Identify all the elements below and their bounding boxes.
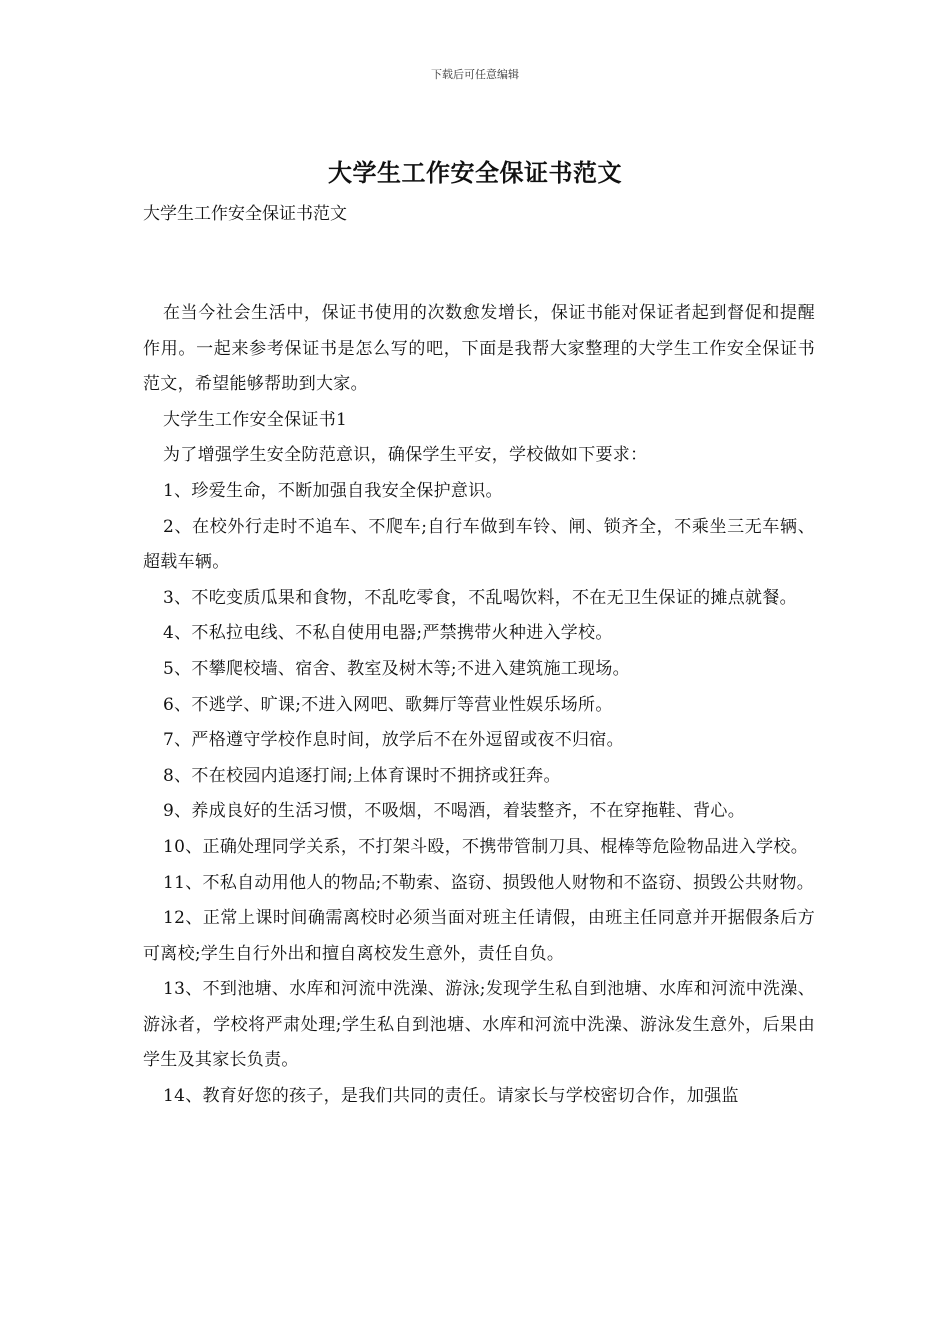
document-body	[143, 296, 815, 1115]
list-item: 8、不在校园内追逐打闹;上体育课时不拥挤或狂奔。	[163, 765, 561, 786]
list-item: 9、养成良好的生活习惯，不吸烟，不喝酒，着装整齐，不在穿拖鞋、背心。	[163, 801, 746, 822]
list-item: 13、不到池塘、水库和河流中洗澡、游泳;发现学生私自到池塘、水库和河流中洗澡、游泳者，学校将严肃处理;学生私自到池塘、水库和河流中洗澡、游泳发生意外，后果由学生及其家长负责。	[143, 979, 815, 1071]
list-item: 5、不攀爬校墙、宿舍、教室及树木等;不进入建筑施工现场。	[163, 658, 630, 679]
header-note: 下载后可任意编辑	[431, 68, 519, 81]
list-item: 10、正确处理同学关系，不打架斗殴，不携带管制刀具、棍棒等危险物品进入学校。	[163, 836, 809, 857]
list-item: 2、在校外行走时不追车、不爬车;自行车做到车铃、闸、锁齐全，不乘坐三无车辆、超载车辆。	[143, 516, 815, 573]
document-subtitle: 大学生工作安全保证书范文	[143, 204, 347, 224]
list-item: 14、教育好您的孩子，是我们共同的责任。请家长与学校密切合作，加强监	[163, 1086, 739, 1107]
list-item: 12、正常上课时间确需离校时必须当面对班主任请假，由班主任同意并开据假条后方可离校;学生自行外出和擅自离校发生意外，责任自负。	[143, 908, 815, 964]
list-item: 7、严格遵守学校作息时间，放学后不在外逗留或夜不归宿。	[163, 730, 624, 751]
requirements-intro: 为了增强学生安全防范意识，确保学生平安，学校做如下要求：	[163, 445, 648, 466]
list-item: 3、不吃变质瓜果和食物，不乱吃零食，不乱喝饮料，不在无卫生保证的摊点就餐。	[163, 587, 797, 608]
section-heading: 大学生工作安全保证书1	[163, 409, 348, 430]
list-item: 4、不私拉电线、不私自使用电器;严禁携带火种进入学校。	[163, 623, 613, 644]
list-item: 1、珍爱生命，不断加强自我安全保护意识。	[163, 480, 503, 501]
page-title: 大学生工作安全保证书范文	[328, 158, 622, 187]
list-item: 11、不私自动用他人的物品;不勒索、盗窃、损毁他人财物和不盗窃、损毁公共财物。	[163, 872, 815, 893]
list-item: 6、不逃学、旷课;不进入网吧、歌舞厅等营业性娱乐场所。	[163, 694, 613, 715]
intro-paragraph: 在当今社会生活中，保证书使用的次数愈发增长，保证书能对保证者起到督促和提醒作用。一起来参考保证书是怎么写的吧，下面是我帮大家整理的大学生工作安全保证书范文，希望能够帮助到大家。	[143, 303, 815, 395]
